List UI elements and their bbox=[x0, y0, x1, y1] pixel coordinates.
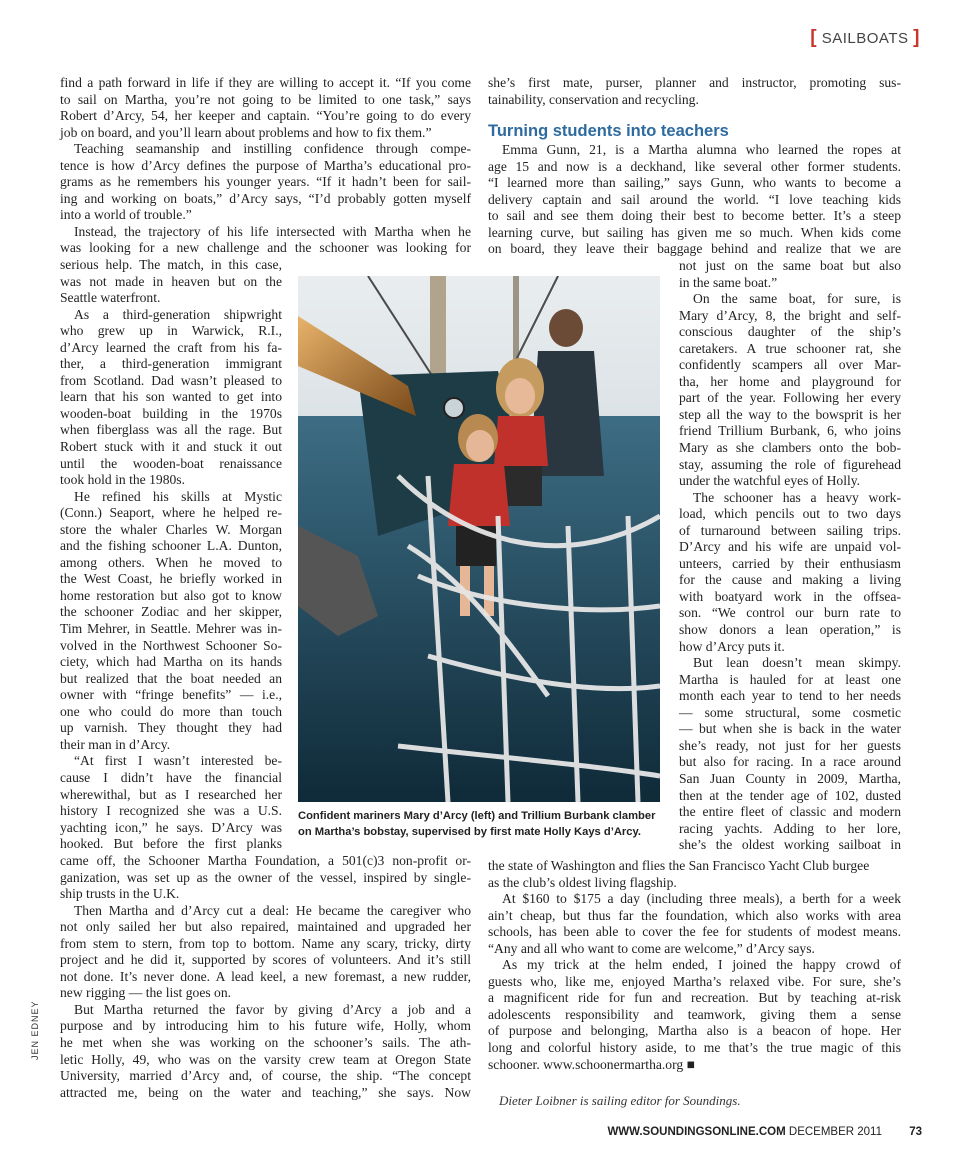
text-line: “I learned more than sailing,” says Gunn, who wants to become a bbox=[488, 175, 901, 191]
text-line: learning curve, but sailing has given me so much. When kids come bbox=[488, 224, 901, 240]
photo-caption bbox=[298, 808, 660, 840]
text-line: as the club’s oldest living flagship. bbox=[488, 874, 677, 890]
text-line: she’s ready, not just for her guests bbox=[679, 737, 901, 753]
text-line: unteers, carried by their enthusiasm bbox=[679, 555, 901, 571]
text-line: ing and working on boats,” d’Arcy says, “I’d probably gotten myself bbox=[60, 190, 471, 206]
text-line: how d’Arcy puts it. bbox=[679, 638, 785, 654]
text-line: up varnish. They thought they had bbox=[60, 720, 282, 736]
text-line: yachting icon,” he says. D’Arcy was bbox=[60, 819, 282, 835]
text-line: hooked. But before the first planks bbox=[60, 836, 282, 852]
text-line: volved in the Northwest Schooner So- bbox=[60, 637, 282, 653]
bracket-open: [ bbox=[810, 27, 818, 48]
text-line: Seattle waterfront. bbox=[60, 290, 161, 306]
text-line: On the same boat, for sure, is bbox=[693, 291, 901, 307]
text-line: — but when she is back in the water bbox=[679, 721, 901, 737]
col1-top-text bbox=[60, 75, 471, 257]
text-line: guests who, like me, enjoyed Martha’s relaxed vibe. For sure, she’s bbox=[488, 973, 901, 989]
col2-top-text-a bbox=[488, 75, 901, 108]
text-line: one who could do more than touch bbox=[60, 703, 282, 719]
text-line: step all the way to the bowsprit is her bbox=[679, 406, 901, 422]
text-line: As my trick at the helm ended, I joined the happy crowd of bbox=[502, 957, 901, 973]
text-line: University, married d’Arcy and, of course, the ship. “The concept bbox=[60, 1068, 471, 1084]
text-line: San Juan County in 2009, Martha, bbox=[679, 770, 901, 786]
author-bio: Dieter Loibner is sailing editor for Soundings. bbox=[499, 1093, 741, 1108]
text-line: Instead, the trajectory of his life intersected with Martha when he bbox=[74, 223, 471, 239]
text-line: among others. When he moved to bbox=[60, 554, 282, 570]
text-line: ain’t cheap, but thus far the foundation, which also works with area bbox=[488, 907, 901, 923]
text-line: schools, has been able to cover the fee for students of modest means. bbox=[488, 924, 901, 940]
text-line: month each year to tend to her needs bbox=[679, 688, 901, 704]
text-line: learn that his son wanted to get into bbox=[60, 389, 282, 405]
text-line: tha, her home and playground for bbox=[679, 373, 901, 389]
text-line: adolescents responsibility and teamwork, giving them a sense bbox=[488, 1006, 901, 1022]
text-line: caretakers. A true schooner rat, she bbox=[679, 340, 901, 356]
col2-top-text-b bbox=[488, 142, 901, 258]
text-line: the state of Washington and flies the San Francisco Yacht Club burgee bbox=[488, 858, 870, 873]
text-line: until the wooden-boat renaissance bbox=[60, 455, 282, 471]
text-line: from stem to stern, from top to bottom. Name any scary, tricky, dirty bbox=[60, 935, 471, 951]
text-line: delivery captain and sail around the world. “I love teaching kids bbox=[488, 191, 901, 207]
text-line: As a third-generation shipwright bbox=[74, 306, 282, 322]
text-line: on board, they leave their baggage behind and realize that we are bbox=[488, 241, 901, 257]
text-line: she’s the oldest working sailboat in bbox=[679, 837, 901, 853]
text-line: Mary as she clambers onto the bob- bbox=[679, 440, 901, 456]
text-line: conscious daughter of the ship’s bbox=[679, 324, 901, 340]
text-line: ship trusts in the U.K. bbox=[60, 886, 180, 902]
text-line: not just on the same boat but also bbox=[679, 258, 901, 273]
footer-issue: DECEMBER 2011 bbox=[788, 1126, 882, 1138]
text-line: took hold in the 1980s. bbox=[60, 472, 185, 488]
text-line: she’s first mate, purser, planner and instructor, promoting sus- bbox=[488, 75, 901, 90]
col1-bottom-text bbox=[60, 853, 471, 1101]
text-line: Robert d’Arcy, 54, her keeper and captain. “You’re going to do every bbox=[60, 108, 471, 124]
text-line: of purpose and belonging, Martha also is a beacon of hope. Her bbox=[488, 1023, 901, 1039]
text-line: (Conn.) Seaport, where he helped re- bbox=[60, 505, 282, 521]
text-line: son. “We control our burn rate to bbox=[679, 605, 901, 621]
text-line: owner with “fringe benefits” — i.e., bbox=[60, 687, 282, 703]
text-line: of turnaround between sailing trips. bbox=[679, 522, 901, 538]
subhead: Turning students into teachers bbox=[488, 122, 729, 140]
text-line: in the same boat.” bbox=[679, 274, 778, 290]
text-line: wooden-boat building in the 1970s bbox=[60, 405, 282, 421]
photo-illustration bbox=[298, 276, 660, 802]
text-line: attracted me, being on the water and teaching,” she says. Now bbox=[60, 1084, 471, 1100]
text-line: Then Martha and d’Arcy cut a deal: He became the caregiver who bbox=[74, 902, 471, 918]
text-line: tence is how d’Arcy defines the purpose of Martha’s educational pro- bbox=[60, 157, 471, 173]
text-line: Robert stuck with it and stuck it out bbox=[60, 439, 282, 455]
text-line: project and he did it, supported by scores of volunteers. And it’s still bbox=[60, 952, 471, 968]
text-line: a magnificent ride for fun and recreation. But by teaching at-risk bbox=[488, 990, 901, 1006]
text-line: He refined his skills at Mystic bbox=[74, 488, 282, 504]
text-line: long and colorful history aside, to me that’s the true magic of this bbox=[488, 1040, 901, 1056]
section-tag bbox=[810, 27, 920, 49]
schooner-photo bbox=[298, 276, 660, 802]
text-line: friend Trillium Burbank, 6, who joins bbox=[679, 423, 901, 439]
page-footer bbox=[607, 1126, 922, 1138]
text-line: history I recognized she was a U.S. bbox=[60, 803, 282, 819]
col1-narrow-text bbox=[60, 257, 282, 853]
text-line: came off, the Schooner Martha Foundation, a 501(c)3 non-profit or- bbox=[60, 853, 471, 868]
caption-line: on Martha’s bobstay, supervised by first mate Holly Kays d’Arcy. bbox=[298, 826, 641, 838]
text-line: the entire fleet of classic and modern bbox=[679, 804, 901, 820]
text-line: part of the year. Following her every bbox=[679, 390, 901, 406]
text-line: into a world of trouble.” bbox=[60, 207, 192, 223]
text-line: grams as he remembers his younger years. “If it hadn’t been for sail- bbox=[60, 174, 471, 190]
text-line: not only sailed her but also repaired, maintained and upgraded her bbox=[60, 919, 471, 935]
text-line: not done. It’s never done. A lead keel, a new foremast, a new rudder, bbox=[60, 968, 471, 984]
text-line: the schooner Zodiac and her skipper, bbox=[60, 604, 282, 620]
text-line: show donors a lean operation,” is bbox=[679, 622, 901, 638]
text-line: Mary d’Arcy, 8, the bright and self- bbox=[679, 307, 901, 323]
section-label: SAILBOATS bbox=[821, 30, 909, 47]
bracket-close: ] bbox=[913, 27, 920, 48]
caption-line: Confident mariners Mary d’Arcy (left) and Trillium Burbank clamber bbox=[298, 810, 656, 822]
text-line: ther, a third-generation immigrant bbox=[60, 356, 282, 372]
text-line: At $160 to $175 a day (including three meals), a berth for a week bbox=[502, 891, 901, 907]
text-line: The schooner has a heavy work- bbox=[693, 489, 901, 505]
text-line: job on board, and you’ll learn about problems and how to fix them.” bbox=[60, 124, 432, 140]
text-line: to sail on Martha, you’re not going to be limited to one task,” says bbox=[60, 91, 471, 107]
text-line: Martha is hauled for at least one bbox=[679, 671, 901, 687]
text-line: new rigging — the list goes on. bbox=[60, 985, 232, 1001]
text-line: tainability, conservation and recycling. bbox=[488, 91, 699, 107]
text-line: but realized that the boat needed an bbox=[60, 670, 282, 686]
text-line: D’Arcy and his wife are unpaid vol- bbox=[679, 539, 901, 555]
text-line: he met when she was working on the schooner’s sails. The ath- bbox=[60, 1035, 471, 1051]
text-line: to sail and see them doing their best to become better. It’s a steep bbox=[488, 208, 901, 224]
text-line: when fiberglass was all the rage. But bbox=[60, 422, 282, 438]
text-line: letic Holly, 49, who was on the varsity crew team at Oregon State bbox=[60, 1051, 471, 1067]
text-line: from Scotland. Dad wasn’t pleased to bbox=[60, 372, 282, 388]
text-line: load, which pencils out to two days bbox=[679, 506, 901, 522]
photo-credit: JEN EDNEY bbox=[30, 1000, 40, 1060]
text-line: “At first I wasn’t interested be- bbox=[74, 753, 282, 769]
text-line: Teaching seamanship and instilling confidence through compe- bbox=[74, 141, 471, 157]
text-line: then at the tender age of 102, dusted bbox=[679, 787, 901, 803]
text-line: was not made in heaven but on the bbox=[60, 273, 282, 289]
text-line: with boatyard work in the offsea- bbox=[679, 588, 901, 604]
text-line: confidently scampers all over Mar- bbox=[679, 357, 901, 373]
text-line: But lean doesn’t mean skimpy. bbox=[693, 655, 901, 671]
text-line: store the whaler Charles W. Morgan bbox=[60, 521, 282, 537]
text-line: who grew up in Warwick, R.I., bbox=[60, 323, 282, 339]
text-line: d’Arcy learned the craft from his fa- bbox=[60, 339, 282, 355]
text-line: age 15 and now is a deckhand, like several other former students. bbox=[488, 158, 901, 174]
text-line: was looking for a new challenge and the schooner was looking for bbox=[60, 240, 471, 256]
text-line: home restoration but also got to know bbox=[60, 587, 282, 603]
text-line: serious help. The match, in this case, bbox=[60, 257, 282, 272]
text-line: find a path forward in life if they are willing to accept it. “If you come bbox=[60, 75, 471, 90]
footer-site: WWW.SOUNDINGSONLINE.COM bbox=[607, 1126, 786, 1138]
text-line: for the cause and making a living bbox=[679, 572, 901, 588]
text-line: purpose and by introducing him to his future wife, Holly, whom bbox=[60, 1018, 471, 1034]
page-number: 73 bbox=[909, 1126, 922, 1138]
text-line: under the watchful eyes of Holly. bbox=[679, 473, 861, 489]
col2-bottom-text bbox=[488, 858, 901, 1073]
text-line: “Any and all who want to come are welcome,” d’Arcy says. bbox=[488, 940, 815, 956]
text-line: ganization, was set up as the owner of the vessel, inspired by single- bbox=[60, 869, 471, 885]
text-line: schooner. www.schoonermartha.org ■ bbox=[488, 1056, 695, 1072]
text-line: the West Coast, he briefly worked in bbox=[60, 571, 282, 587]
text-line: and the fishing schooner L.A. Dunton, bbox=[60, 538, 282, 554]
text-line: wherewithal, but as I researched her bbox=[60, 786, 282, 802]
col2-narrow-text bbox=[679, 258, 901, 854]
text-line: stay, assuming the role of figurehead bbox=[679, 456, 901, 472]
text-line: Tim Mehrer, in Seattle. Mehrer was in- bbox=[60, 621, 282, 637]
text-line: — some structural, some cosmetic bbox=[679, 704, 901, 720]
text-line: cause I didn’t have the financial bbox=[60, 769, 282, 785]
text-line: ciety, which had Martha on its hands bbox=[60, 654, 282, 670]
text-line: But Martha returned the favor by giving d’Arcy a job and a bbox=[74, 1001, 471, 1017]
text-line: their man in d’Arcy. bbox=[60, 736, 171, 752]
text-line: racing yachts. Adding to her lore, bbox=[679, 820, 901, 836]
text-line: but also for racing. In a race around bbox=[679, 754, 901, 770]
text-line: Emma Gunn, 21, is a Martha alumna who learned the ropes at bbox=[502, 142, 901, 157]
